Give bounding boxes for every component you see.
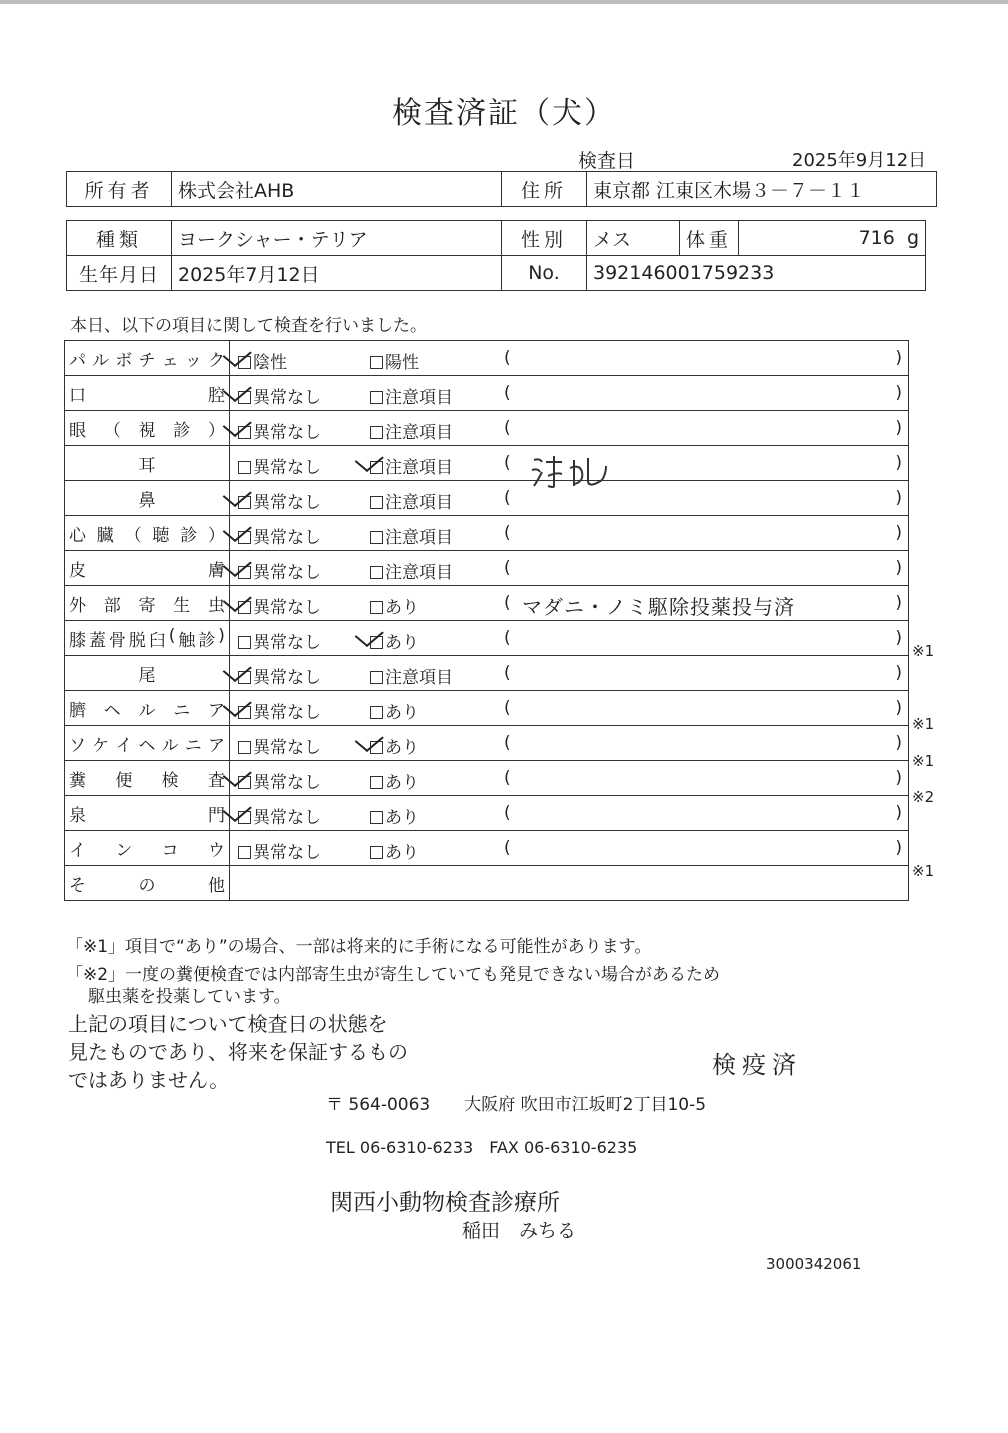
note-close-paren: ) xyxy=(895,348,902,368)
checked-box-icon[interactable] xyxy=(238,426,251,439)
checkbox-icon[interactable] xyxy=(370,391,383,404)
option-abnormal[interactable] xyxy=(370,558,453,583)
note-open-paren: ( xyxy=(504,628,511,648)
option-label: 異常なし xyxy=(253,528,321,548)
exam-row xyxy=(65,481,909,516)
note-close-paren: ) xyxy=(895,733,902,753)
checkbox-icon[interactable] xyxy=(370,531,383,544)
option-label: あり xyxy=(385,633,419,653)
weight-number: 716 xyxy=(858,227,895,249)
exam-row-other xyxy=(65,866,909,901)
exam-table xyxy=(64,340,909,901)
note-open-paren: ( xyxy=(504,733,511,753)
checked-box-icon[interactable] xyxy=(238,356,251,369)
exam-item-result xyxy=(230,551,909,586)
option-label: 異常なし xyxy=(253,423,321,443)
checkbox-icon[interactable] xyxy=(370,356,383,369)
note-close-paren: ) xyxy=(895,663,902,683)
exam-item-result xyxy=(230,761,909,796)
note-close-paren: ) xyxy=(895,558,902,578)
note-open-paren: ( xyxy=(504,348,511,368)
option-normal[interactable] xyxy=(238,803,321,828)
disclaimer-line: 上記の項目について検査日の状態を xyxy=(68,1012,388,1036)
option-label: 異常なし xyxy=(253,563,321,583)
option-label: あり xyxy=(385,703,419,723)
exam-item-label: 心 臓 （ 聴 診 ） xyxy=(69,525,225,546)
exam-item-name xyxy=(65,411,230,446)
exam-date-label: 検査日 xyxy=(578,150,636,172)
exam-item-name xyxy=(65,481,230,516)
exam-row xyxy=(65,621,909,656)
option-abnormal[interactable] xyxy=(370,348,419,373)
serial-number: 3000342061 xyxy=(766,1255,862,1273)
checkbox-icon[interactable] xyxy=(238,741,251,754)
scan-edge xyxy=(0,0,1008,4)
number-value: 392146001759233 xyxy=(587,256,926,291)
exam-item-result xyxy=(230,796,909,831)
option-normal[interactable] xyxy=(238,733,321,758)
footnote-2-cont: 駆虫薬を投薬しています。 xyxy=(88,987,291,1007)
birth-label: 生年月日 xyxy=(67,256,172,291)
exam-item-label: 外 部 寄 生 虫 xyxy=(69,595,225,616)
exam-row xyxy=(65,341,909,376)
exam-row xyxy=(65,796,909,831)
inspected-stamp: 検疫済 xyxy=(712,1051,802,1079)
exam-item-name xyxy=(65,796,230,831)
clinic-phone: TEL 06-6310-6233 FAX 06-6310-6235 xyxy=(326,1138,638,1157)
option-normal[interactable] xyxy=(238,383,321,408)
exam-item-label: 口 腔 xyxy=(69,385,225,406)
disclaimer-line: 見たものであり、将来を保証するもの xyxy=(68,1040,408,1064)
option-label: 注意項目 xyxy=(385,668,453,688)
option-normal[interactable] xyxy=(238,628,321,653)
option-label: 異常なし xyxy=(253,843,321,863)
handwriting-dirt-icon xyxy=(530,452,620,492)
breed-value: ヨークシャー・テリア xyxy=(172,221,502,256)
exam-item-result xyxy=(230,621,909,656)
checked-box-icon[interactable] xyxy=(238,671,251,684)
exam-item-label: 糞 便 検 査 xyxy=(69,770,225,791)
exam-row xyxy=(65,761,909,796)
checkbox-icon[interactable] xyxy=(370,846,383,859)
note-open-paren: ( xyxy=(504,593,511,613)
exam-row xyxy=(65,691,909,726)
sex-label: 性別 xyxy=(502,221,587,256)
note-open-paren: ( xyxy=(504,768,511,788)
note-open-paren: ( xyxy=(504,663,511,683)
exam-row xyxy=(65,726,909,761)
note-open-paren: ( xyxy=(504,383,511,403)
exam-row xyxy=(65,516,909,551)
option-label: 注意項目 xyxy=(385,458,453,478)
note-close-paren: ) xyxy=(895,628,902,648)
option-normal[interactable] xyxy=(238,698,321,723)
exam-item-name xyxy=(65,656,230,691)
option-label: 異常なし xyxy=(253,598,321,618)
exam-row xyxy=(65,586,909,621)
page-title: 検査済証（犬） xyxy=(392,96,616,131)
other-value[interactable] xyxy=(230,866,909,901)
exam-row xyxy=(65,551,909,586)
option-label: 陽性 xyxy=(385,353,419,373)
note-close-paren: ) xyxy=(895,523,902,543)
exam-item-name xyxy=(65,691,230,726)
option-abnormal[interactable] xyxy=(370,838,419,863)
exam-item-result xyxy=(230,691,909,726)
option-normal[interactable] xyxy=(238,663,321,688)
disclaimer-line: ではありません。 xyxy=(68,1068,230,1092)
disclaimer xyxy=(68,1010,408,1094)
note-open-paren: ( xyxy=(504,523,511,543)
checkbox-icon[interactable] xyxy=(370,776,383,789)
option-normal[interactable] xyxy=(238,558,321,583)
exam-item-label: 尾 xyxy=(138,665,156,686)
option-label: 注意項目 xyxy=(385,528,453,548)
note-close-paren: ) xyxy=(895,453,902,473)
option-label: 異常なし xyxy=(253,493,321,513)
checked-box-icon[interactable] xyxy=(370,741,383,754)
option-abnormal[interactable] xyxy=(370,453,453,478)
footnote-mark: ※1 xyxy=(912,861,935,880)
checked-box-icon[interactable] xyxy=(238,811,251,824)
note-open-paren: ( xyxy=(504,418,511,438)
address-label: 住所 xyxy=(502,172,587,207)
option-normal[interactable] xyxy=(238,418,321,443)
option-label: 注意項目 xyxy=(385,388,453,408)
exam-item-label: 皮 膚 xyxy=(69,560,225,581)
breed-label: 種類 xyxy=(67,221,172,256)
exam-item-name xyxy=(65,586,230,621)
option-label: あり xyxy=(385,598,419,618)
option-label: あり xyxy=(385,773,419,793)
clinic-name: 関西小動物検査診療所 xyxy=(330,1190,560,1216)
option-label: 異常なし xyxy=(253,703,321,723)
exam-item-label: 泉 門 xyxy=(69,805,225,826)
exam-item-label: パ ル ボ チ ェ ッ ク xyxy=(69,350,225,371)
note-open-paren: ( xyxy=(504,838,511,858)
exam-row xyxy=(65,376,909,411)
sex-value: メス xyxy=(587,221,680,256)
clinic-address: 〒 564-0063 大阪府 吹田市江坂町2丁目10-5 xyxy=(326,1095,707,1115)
checked-box-icon[interactable] xyxy=(370,636,383,649)
animal-table xyxy=(66,220,926,291)
footnote-mark: ※1 xyxy=(912,641,935,660)
exam-item-result xyxy=(230,341,909,376)
exam-item-name xyxy=(65,446,230,481)
other-label xyxy=(65,866,230,901)
option-label: 注意項目 xyxy=(385,563,453,583)
footnote-mark: ※1 xyxy=(912,715,935,733)
option-normal[interactable] xyxy=(238,348,287,373)
note-close-paren: ) xyxy=(895,383,902,403)
option-abnormal[interactable] xyxy=(370,593,419,618)
note-close-paren: ) xyxy=(895,838,902,858)
address-value: 東京都 江東区木場３－７－１１ xyxy=(587,172,937,207)
option-label: 注意項目 xyxy=(385,493,453,513)
checkbox-icon[interactable] xyxy=(238,846,251,859)
option-label: あり xyxy=(385,738,419,758)
exam-item-name xyxy=(65,761,230,796)
exam-item-name xyxy=(65,831,230,866)
checkbox-icon[interactable] xyxy=(370,566,383,579)
exam-item-label: 膝 蓋 骨 脱 臼 ( 触 診 ) xyxy=(69,625,225,651)
exam-item-result xyxy=(230,516,909,551)
owner-label: 所有者 xyxy=(67,172,172,207)
note-open-paren: ( xyxy=(504,488,511,508)
owner-table xyxy=(66,171,937,207)
other-label-text: そ の 他 xyxy=(69,875,225,896)
exam-item-label: 耳 xyxy=(138,455,156,476)
exam-row xyxy=(65,446,909,481)
note-open-paren: ( xyxy=(504,453,511,473)
number-label: No. xyxy=(502,256,587,291)
note-close-paren: ) xyxy=(895,418,902,438)
checked-box-icon[interactable] xyxy=(238,706,251,719)
option-abnormal[interactable] xyxy=(370,628,419,653)
option-normal[interactable] xyxy=(238,453,321,478)
note-open-paren: ( xyxy=(504,698,511,718)
exam-item-label: 眼 （ 視 診 ） xyxy=(69,420,225,441)
note-close-paren: ) xyxy=(895,803,902,823)
checkbox-icon[interactable] xyxy=(370,671,383,684)
option-abnormal[interactable] xyxy=(370,663,453,688)
exam-item-result xyxy=(230,586,909,621)
exam-item-name xyxy=(65,516,230,551)
option-label: 異常なし xyxy=(253,808,321,828)
option-label: あり xyxy=(385,808,419,828)
exam-row xyxy=(65,831,909,866)
exam-item-result xyxy=(230,656,909,691)
exam-row xyxy=(65,656,909,691)
option-label: 陰性 xyxy=(253,353,287,373)
owner-value: 株式会社AHB xyxy=(172,172,502,207)
checked-box-icon[interactable] xyxy=(238,776,251,789)
checkbox-icon[interactable] xyxy=(370,601,383,614)
exam-item-name xyxy=(65,341,230,376)
exam-item-result xyxy=(230,411,909,446)
note-close-paren: ) xyxy=(895,593,902,613)
checkbox-icon[interactable] xyxy=(370,426,383,439)
exam-item-result xyxy=(230,831,909,866)
footnote-2: 「※2」一度の糞便検査では内部寄生虫が寄生していても発見できない場合があるため xyxy=(66,965,721,985)
exam-item-name xyxy=(65,621,230,656)
note-close-paren: ) xyxy=(895,698,902,718)
option-abnormal[interactable] xyxy=(370,523,453,548)
checked-box-icon[interactable] xyxy=(238,601,251,614)
option-normal[interactable] xyxy=(238,593,321,618)
checkbox-icon[interactable] xyxy=(238,636,251,649)
option-abnormal[interactable] xyxy=(370,768,419,793)
checked-box-icon[interactable] xyxy=(370,461,383,474)
option-label: 異常なし xyxy=(253,458,321,478)
exam-item-label: イ ン コ ウ xyxy=(69,840,225,861)
checked-box-icon[interactable] xyxy=(238,391,251,404)
weight-label: 体重 xyxy=(680,221,739,256)
checkbox-icon[interactable] xyxy=(370,811,383,824)
option-abnormal[interactable] xyxy=(370,733,419,758)
exam-row xyxy=(65,411,909,446)
option-normal[interactable] xyxy=(238,488,321,513)
exam-item-label: 鼻 xyxy=(138,490,156,511)
option-normal[interactable] xyxy=(238,838,321,863)
option-label: 異常なし xyxy=(253,773,321,793)
handwritten-note xyxy=(530,452,620,496)
exam-item-result xyxy=(230,726,909,761)
doctor-name: 稲田 みちる xyxy=(462,1220,577,1242)
exam-item-name xyxy=(65,551,230,586)
option-abnormal[interactable] xyxy=(370,418,453,443)
note-open-paren: ( xyxy=(504,803,511,823)
option-label: 異常なし xyxy=(253,738,321,758)
exam-item-result xyxy=(230,376,909,411)
footnote-mark: ※1 xyxy=(912,751,935,770)
option-abnormal[interactable] xyxy=(370,383,453,408)
exam-date: 2025年9月12日 xyxy=(792,150,927,171)
note-open-paren: ( xyxy=(504,558,511,578)
checked-box-icon[interactable] xyxy=(238,566,251,579)
checkbox-icon[interactable] xyxy=(238,461,251,474)
option-normal[interactable] xyxy=(238,768,321,793)
exam-item-label: 臍 ヘ ル ニ ア xyxy=(69,700,225,721)
exam-note: マダニ・ノミ駆除投薬投与済 xyxy=(522,595,795,619)
note-close-paren: ) xyxy=(895,488,902,508)
weight-value xyxy=(739,221,926,256)
exam-item-name xyxy=(65,726,230,761)
footnote-mark: ※2 xyxy=(912,788,935,807)
option-label: あり xyxy=(385,843,419,863)
checkbox-icon[interactable] xyxy=(370,496,383,509)
option-label: 異常なし xyxy=(253,633,321,653)
birth-value: 2025年7月12日 xyxy=(172,256,502,291)
exam-item-name xyxy=(65,376,230,411)
option-abnormal[interactable] xyxy=(370,488,453,513)
note-close-paren: ) xyxy=(895,768,902,788)
option-abnormal[interactable] xyxy=(370,698,419,723)
option-label: 注意項目 xyxy=(385,423,453,443)
checked-box-icon[interactable] xyxy=(238,496,251,509)
intro-text: 本日、以下の項目に関して検査を行いました。 xyxy=(70,316,427,336)
weight-unit: g xyxy=(906,227,920,249)
checkbox-icon[interactable] xyxy=(370,706,383,719)
footnote-1: 「※1」項目で“あり”の場合、一部は将来的に手術になる可能性があります。 xyxy=(66,937,652,957)
option-abnormal[interactable] xyxy=(370,803,419,828)
option-normal[interactable] xyxy=(238,523,321,548)
checked-box-icon[interactable] xyxy=(238,531,251,544)
option-label: 異常なし xyxy=(253,388,321,408)
option-label: 異常なし xyxy=(253,668,321,688)
exam-item-label: ソ ケ イ ヘ ル ニ ア xyxy=(69,735,225,756)
